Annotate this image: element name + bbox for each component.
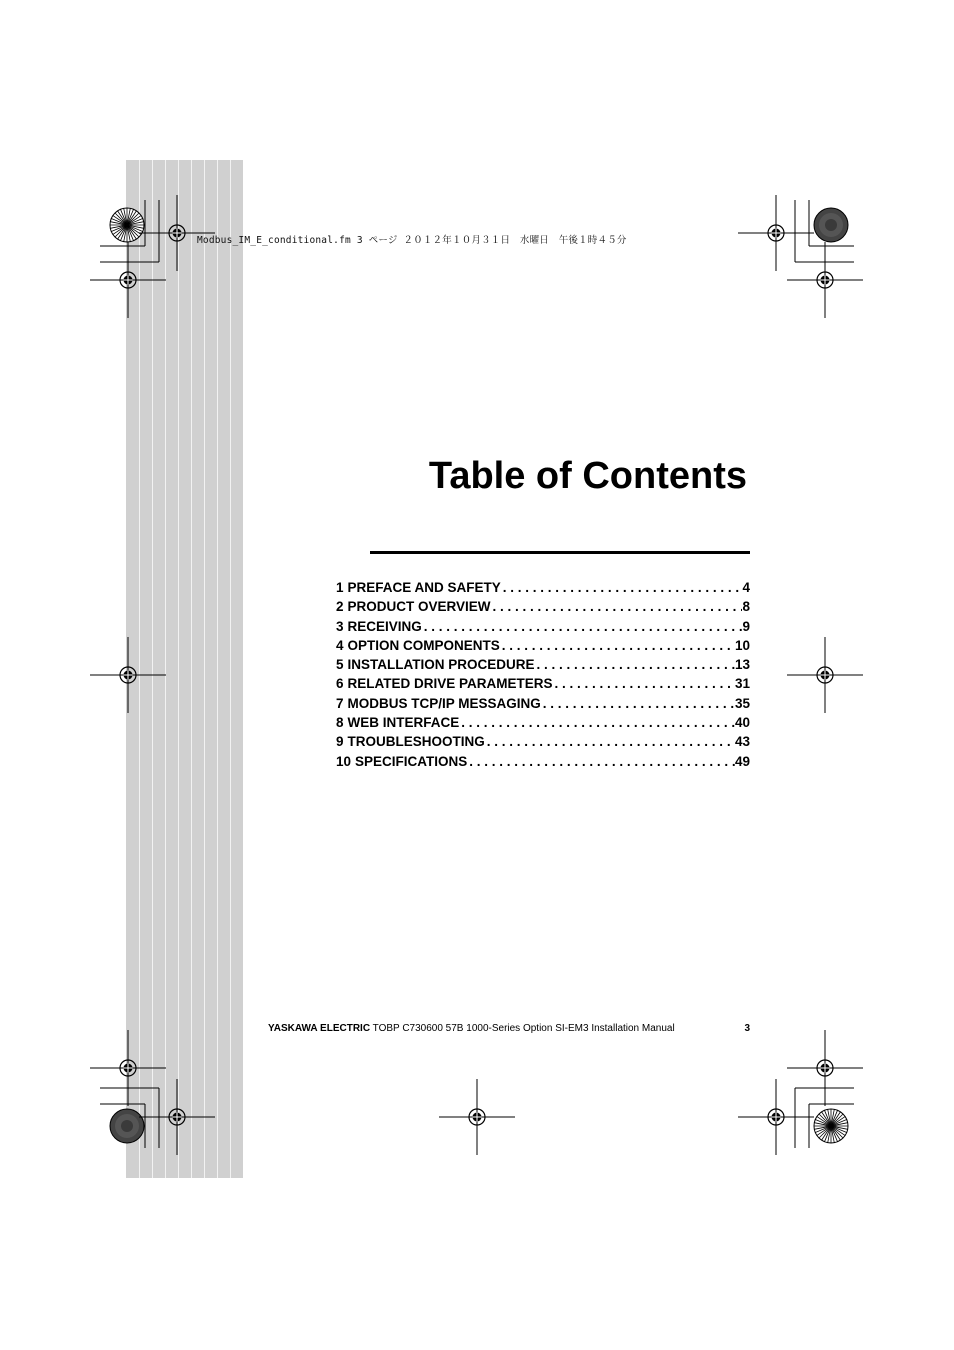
- toc-page: 31: [734, 676, 750, 692]
- toc-number: 3: [336, 618, 344, 634]
- footer-brand: YASKAWA ELECTRIC: [268, 1023, 371, 1034]
- toc-leader: [491, 599, 743, 614]
- toc-label: OPTION COMPONENTS: [347, 637, 500, 653]
- toc-number: 5: [336, 657, 344, 673]
- toc-page: 43: [734, 734, 750, 750]
- toc-label: MODBUS TCP/IP MESSAGING: [347, 695, 541, 711]
- file-info-header: Modbus_IM_E_conditional.fm 3 ページ ２０１２年１０月３１日 水曜日 午後１時４５分: [197, 235, 627, 246]
- toc-entry[interactable]: [336, 734, 750, 753]
- toc-label: RELATED DRIVE PARAMETERS: [347, 676, 553, 692]
- toc-number: 8: [336, 715, 344, 731]
- toc-leader: [541, 696, 735, 711]
- toc-label: INSTALLATION PROCEDURE: [347, 657, 535, 673]
- page-footer: [268, 1023, 750, 1034]
- toc-label: PREFACE AND SAFETY: [347, 580, 501, 595]
- footer-page-number: 3: [744, 1023, 750, 1034]
- toc-entry[interactable]: [336, 580, 750, 599]
- toc-label: SPECIFICATIONS: [355, 753, 468, 769]
- toc-page: 49: [734, 753, 750, 769]
- toc-leader: [485, 734, 735, 749]
- toc-leader: [553, 676, 735, 691]
- toc-leader: [500, 638, 735, 653]
- toc-page: 8: [742, 599, 750, 615]
- title-rule: [370, 551, 750, 554]
- toc-entry[interactable]: [336, 754, 750, 773]
- page-title: Table of Contents: [428, 455, 747, 497]
- toc-entry[interactable]: [336, 657, 750, 676]
- toc-number: 1: [336, 580, 344, 595]
- toc-number: 9: [336, 734, 344, 750]
- footer-text: TOBP C730600 57B 1000-Series Option SI-EM3 Installation Manual: [372, 1023, 675, 1034]
- toc-number: 6: [336, 676, 344, 692]
- toc-leader: [467, 754, 735, 769]
- toc-number: 7: [336, 695, 344, 711]
- toc-number: 4: [336, 637, 344, 653]
- toc-leader: [422, 619, 743, 634]
- toc-label: RECEIVING: [347, 618, 422, 634]
- toc-entry[interactable]: [336, 696, 750, 715]
- toc-page: 13: [734, 657, 750, 673]
- toc-page: 35: [734, 695, 750, 711]
- toc-leader: [459, 715, 735, 730]
- toc-entry[interactable]: [336, 638, 750, 657]
- toc-entry[interactable]: [336, 676, 750, 695]
- toc-page: 9: [742, 618, 750, 634]
- toc-entry[interactable]: [336, 715, 750, 734]
- toc-page: 10: [734, 637, 750, 653]
- toc-number: 10: [336, 753, 352, 769]
- toc-label: WEB INTERFACE: [347, 715, 460, 731]
- toc-number: 2: [336, 599, 344, 615]
- toc-leader: [535, 657, 735, 672]
- toc-page: 40: [734, 715, 750, 731]
- toc-entry[interactable]: [336, 599, 750, 618]
- table-of-contents: [336, 580, 750, 773]
- toc-label: TROUBLESHOOTING: [347, 734, 485, 750]
- toc-label: PRODUCT OVERVIEW: [347, 599, 491, 615]
- toc-entry[interactable]: [336, 619, 750, 638]
- toc-page: 4: [742, 580, 750, 595]
- toc-leader: [501, 580, 743, 595]
